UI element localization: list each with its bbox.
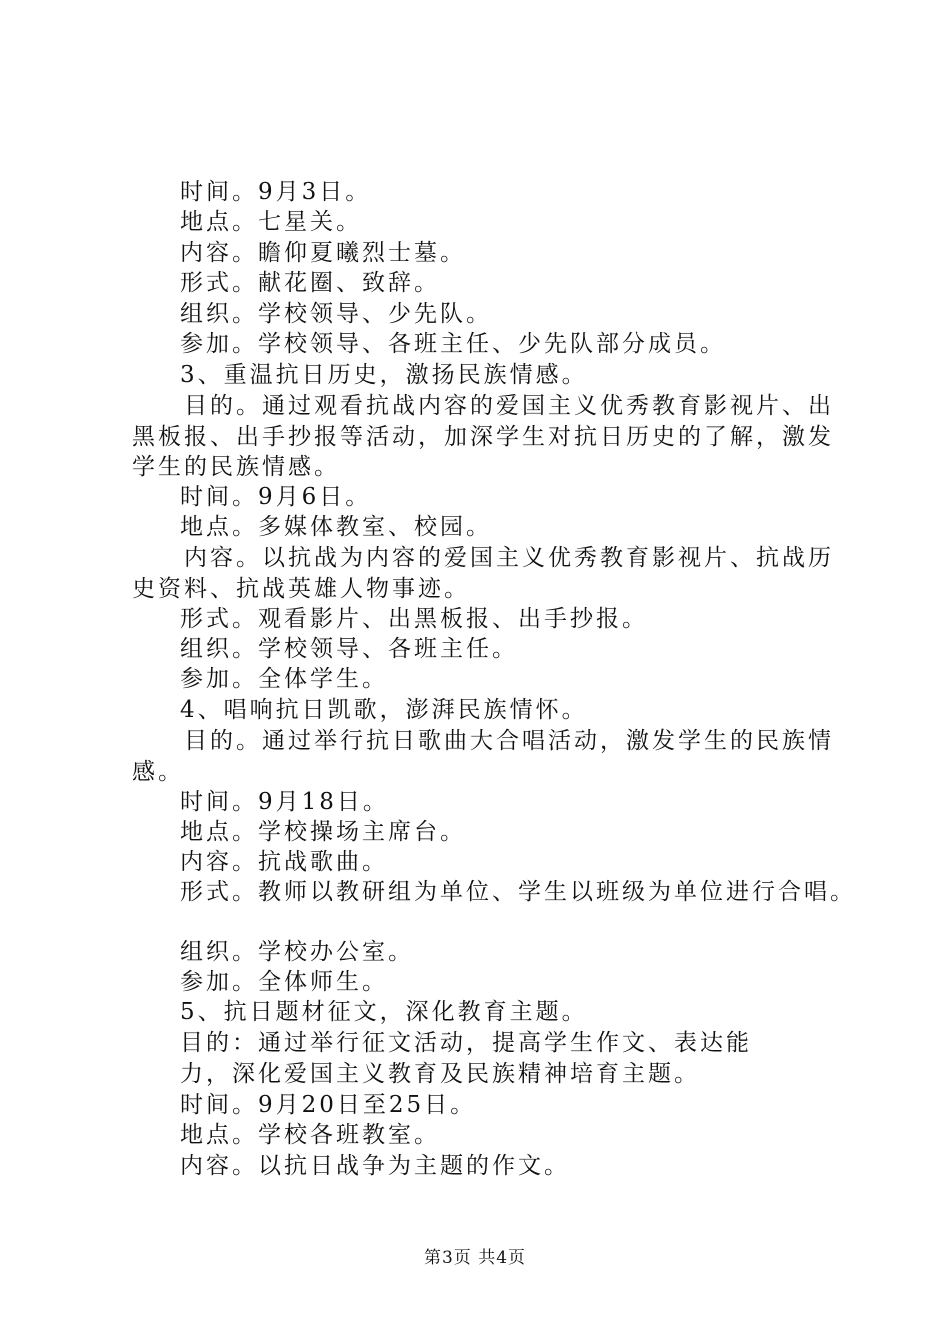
section-heading: 4、唱响抗日凯歌，澎湃民族情怀。 [180, 697, 588, 723]
text-line: 内容。抗战歌曲。 [180, 849, 388, 875]
text-line: 目的。通过观看抗战内容的爱国主义优秀教育影视片、出 [184, 393, 834, 419]
text-line: 组织。学校办公室。 [180, 939, 414, 965]
text-line: 地点。七星关。 [180, 209, 362, 235]
text-line: 形式。教师以教研组为单位、学生以班级为单位进行合唱。 [180, 879, 856, 905]
text-line: 目的。通过举行抗日歌曲大合唱活动，激发学生的民族情 [184, 728, 834, 754]
text-line: 时间。9月3日。 [180, 179, 372, 205]
text-line: 内容。瞻仰夏曦烈士墓。 [180, 240, 466, 266]
text-line: 内容。以抗战为内容的爱国主义优秀教育影视片、抗战历 [184, 545, 834, 571]
text-line: 黑板报、出手抄报等活动，加深学生对抗日历史的了解，激发 [132, 424, 834, 450]
text-line: 地点。多媒体教室、校园。 [180, 514, 492, 540]
text-line: 时间。9月20日至25日。 [180, 1092, 477, 1118]
text-line: 地点。学校操场主席台。 [180, 819, 466, 845]
text-line: 参加。全体师生。 [180, 969, 388, 995]
section-heading: 3、重温抗日历史，激扬民族情感。 [180, 362, 588, 388]
text-line: 力，深化爱国主义教育及民族精神培育主题。 [180, 1061, 700, 1087]
text-line: 组织。学校领导、少先队。 [180, 301, 492, 327]
text-line: 学生的民族情感。 [132, 454, 340, 480]
text-line: 感。 [132, 759, 184, 785]
text-line: 组织。学校领导、各班主任。 [180, 636, 518, 662]
text-line: 地点。学校各班教室。 [180, 1122, 440, 1148]
text-line: 参加。全体学生。 [180, 666, 388, 692]
page-number-footer: 第3页 共4页 [423, 1248, 527, 1268]
text-line: 时间。9月18日。 [180, 789, 389, 815]
text-line: 参加。学校领导、各班主任、少先队部分成员。 [180, 331, 726, 357]
text-line: 时间。9月6日。 [180, 484, 372, 510]
text-line: 史资料、抗战英雄人物事迹。 [132, 576, 470, 602]
text-line: 内容。以抗日战争为主题的作文。 [180, 1153, 570, 1179]
text-line: 形式。观看影片、出黑板报、出手抄报。 [180, 606, 648, 632]
section-heading: 5、抗日题材征文，深化教育主题。 [180, 999, 588, 1025]
text-line: 目的：通过举行征文活动，提高学生作文、表达能 [180, 1030, 752, 1056]
text-line: 形式。献花圈、致辞。 [180, 270, 440, 296]
